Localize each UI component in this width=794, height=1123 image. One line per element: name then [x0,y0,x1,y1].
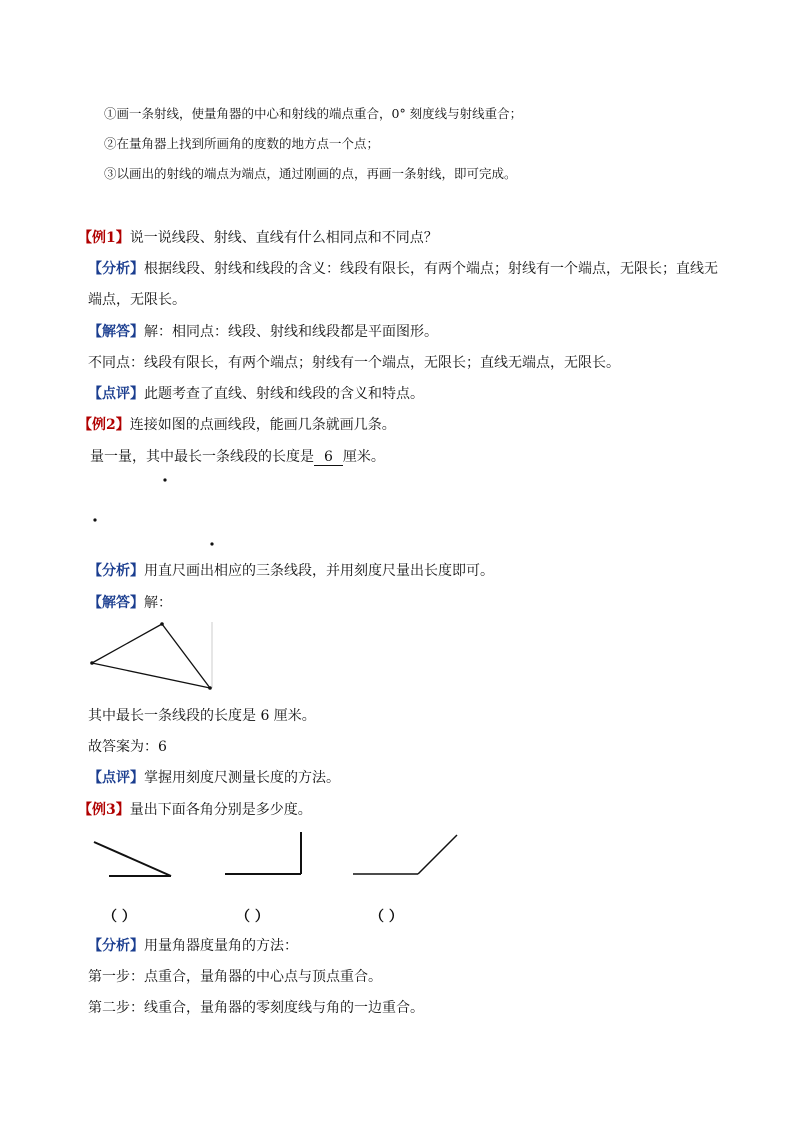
answer-text: 解： [144,595,172,611]
analysis-tag: 【分析】 [88,261,144,277]
measure-prefix: 量一量，其中最长一条线段的长度是 [90,449,314,465]
analysis-tag: 【分析】 [88,938,144,954]
example-3-text: 量出下面各角分别是多少度。 [129,802,312,818]
example-2-final: 故答案为：6 [88,739,167,755]
answer-tag: 【解答】 [88,595,144,611]
comment-tag: 【点评】 [88,386,144,402]
example-2-tag: 【例2】 [78,417,130,433]
example-3-tag: 【例3】 [78,802,130,818]
angle-2 [225,832,301,874]
dot-bottom [210,542,213,545]
analysis-text: 根据线段、射线和线段的含义：线段有限长，有两个端点；射线有一个端点，无限长；直线无 [144,261,718,277]
angle-3-answer-paren: （ ） [370,909,403,925]
example-1-tag: 【例1】 [78,230,130,246]
dot-left [93,518,96,521]
analysis-text: 用直尺画出相应的三条线段，并用刻度尺量出长度即可。 [144,563,494,579]
measure-suffix: 厘米。 [342,449,385,465]
angle-1 [94,842,171,876]
comment-text: 此题考查了直线、射线和线段的含义和特点。 [144,386,424,402]
answer-text: 解：相同点：线段、射线和线段都是平面图形。 [144,324,438,340]
angle-2-answer-paren: （ ） [236,909,269,925]
answer-triangle [90,622,212,690]
step-2: ②在量角器上找到所画角的度数的地方点一个点； [104,136,380,151]
example-2-text: 连接如图的点画线段，能画几条就画几条。 [129,417,396,433]
answer-tag: 【解答】 [88,324,144,340]
example-1-difference: 不同点：线段有限长，有两个端点；射线有一个端点，无限长；直线无端点，无限长。 [88,355,620,371]
analysis-text: 用量角器度量角的方法： [144,938,298,954]
analysis-tag: 【分析】 [88,563,144,579]
example-1-text: 说一说线段、射线、直线有什么相同点和不同点？ [129,230,438,246]
example-3-step-2: 第二步：线重合，量角器的零刻度线与角的一边重合。 [88,1000,424,1016]
comment-tag: 【点评】 [88,770,144,786]
example-3-step-1: 第一步：点重合，量角器的中心点与顶点重合。 [88,969,382,985]
example-1-analysis-cont: 端点，无限长。 [88,292,186,308]
angle-1-answer-paren: （ ） [103,909,136,925]
step-3: ③以画出的射线的端点为端点，通过刚画的点，再画一条射线，即可完成。 [104,166,517,181]
comment-text: 掌握用刻度尺测量长度的方法。 [144,770,340,786]
answer-blank: 6 [314,449,343,466]
angle-3 [353,835,457,874]
step-1: ①画一条射线，使量角器的中心和射线的端点重合，0° 刻度线与射线重合； [104,106,523,121]
dot-top [163,478,166,481]
example-2-result: 其中最长一条线段的长度是 6 厘米。 [88,708,316,724]
